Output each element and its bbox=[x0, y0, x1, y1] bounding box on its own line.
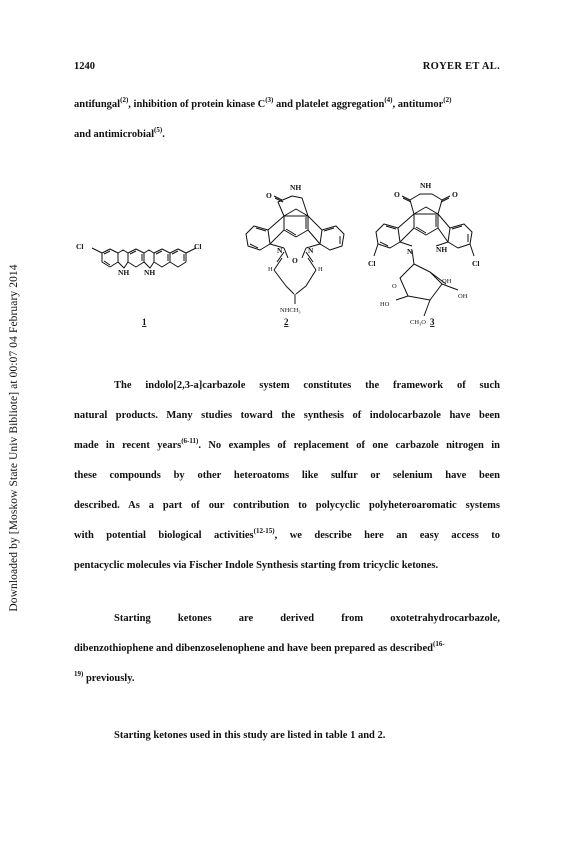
intro-text-pkc: , inhibition of protein kinase C bbox=[128, 99, 266, 110]
cmpd3-ho: HO bbox=[380, 301, 390, 308]
intro-line-1 bbox=[74, 98, 500, 111]
cmpd3-ch3o: CH₃O bbox=[410, 319, 426, 326]
cmpd3-o-left: O bbox=[394, 190, 400, 199]
citation-ref: (6-11) bbox=[181, 437, 199, 445]
cmpd2-bridge-o: O bbox=[292, 256, 298, 265]
cmpd3-ring-o: O bbox=[392, 283, 397, 290]
intro-text-antifungal: antifungal bbox=[74, 99, 121, 110]
cmpd3-n: N bbox=[407, 247, 413, 256]
compound-3-number: 3 bbox=[430, 317, 435, 327]
p1-line-4: these compounds by other heteroatoms like sulfur or selenium have been bbox=[74, 470, 500, 481]
cmpd1-cl-right: Cl bbox=[194, 242, 202, 251]
p1-line-5: described. As a part of our contribution to polycyclic polyheteroaromatic systems bbox=[74, 500, 500, 511]
cmpd3-nh-indole: NH bbox=[436, 245, 448, 254]
p2-line-2 bbox=[74, 642, 500, 655]
cmpd2-carbonyl-o: O bbox=[266, 191, 272, 200]
intro-text-antitumor: , antitumor bbox=[392, 99, 444, 110]
intro-text-period: . bbox=[162, 129, 165, 140]
p1-line-6 bbox=[74, 529, 500, 542]
compound-1-number: 1 bbox=[142, 317, 147, 327]
cmpd3-oh-right: OH bbox=[458, 293, 468, 300]
compound-1-structure bbox=[92, 248, 196, 268]
p2-line-3-text: previously. bbox=[83, 673, 135, 684]
cmpd2-h-right: H bbox=[318, 266, 323, 273]
citation-ref: (12-15) bbox=[253, 527, 275, 535]
p1-line-6-text-b: , we describe here an easy access to bbox=[274, 530, 501, 541]
p1-line-7: pentacyclic molecules via Fischer Indole Synthesis starting from tricyclic ketones. bbox=[74, 560, 439, 571]
citation-ref: (2) bbox=[120, 96, 129, 104]
download-watermark bbox=[2, 238, 26, 638]
cmpd3-nh: NH bbox=[420, 181, 432, 190]
p1-line-1: The indolo[2,3-a]carbazole system constitutes the framework of such bbox=[114, 380, 500, 391]
citation-ref: (3) bbox=[265, 96, 274, 104]
cmpd3-oh-top: OH bbox=[442, 278, 452, 285]
cmpd3-o-right: O bbox=[452, 190, 458, 199]
p3-line-1: Starting ketones used in this study are listed in table 1 and 2. bbox=[114, 730, 386, 741]
paragraph-2 bbox=[74, 612, 500, 685]
running-head: ROYER ET AL. bbox=[422, 61, 500, 72]
cmpd1-cl-left: Cl bbox=[76, 242, 84, 251]
citation-ref: 19) bbox=[74, 670, 84, 678]
intro-text-platelet: and platelet aggregation bbox=[273, 99, 385, 110]
compound-2-number: 2 bbox=[284, 317, 289, 327]
cmpd1-nh-left: NH bbox=[118, 268, 130, 277]
p1-line-3 bbox=[74, 439, 500, 452]
cmpd2-n-left: N bbox=[277, 246, 283, 255]
cmpd3-cl-left: Cl bbox=[368, 259, 376, 268]
p1-line-2: natural products. Many studies toward the synthesis of indolocarbazole have been bbox=[74, 410, 500, 421]
p2-line-1: Starting ketones are derived from oxotetrahydrocarbazole, bbox=[114, 613, 500, 624]
citation-ref: (2) bbox=[443, 96, 452, 104]
chemical-structures-figure bbox=[74, 176, 504, 344]
paragraph-1 bbox=[74, 379, 500, 572]
structures-drawing bbox=[74, 176, 504, 344]
cmpd2-amine: NHCH₃ bbox=[280, 307, 301, 314]
citation-ref: (4) bbox=[384, 96, 393, 104]
cmpd3-cl-right: Cl bbox=[472, 259, 480, 268]
cmpd2-h-left: H bbox=[268, 266, 273, 273]
p1-line-6-text-a: with potential biological activities bbox=[74, 530, 254, 541]
citation-ref: (16- bbox=[433, 640, 445, 648]
intro-text bbox=[74, 98, 500, 141]
paragraph-3 bbox=[74, 729, 500, 742]
citation-ref: (5) bbox=[154, 126, 163, 134]
download-watermark-text: Downloaded by [Moskow State Univ Bibliote] at 00:07 04 February 2014 bbox=[8, 264, 20, 612]
intro-line-2 bbox=[74, 128, 500, 141]
cmpd2-n-right: N bbox=[308, 246, 314, 255]
cmpd2-nh: NH bbox=[290, 183, 302, 192]
p2-line-3 bbox=[74, 672, 500, 685]
cmpd1-nh-right: NH bbox=[144, 268, 156, 277]
p2-line-2-text: dibenzothiophene and dibenzoselenophene and have been prepared as described bbox=[74, 643, 433, 654]
p1-line-3-text-b: . No examples of replacement of one carbazole nitrogen in bbox=[198, 440, 500, 451]
page-number: 1240 bbox=[74, 61, 95, 72]
compound-2-structure bbox=[246, 196, 344, 304]
intro-text-antimicrobial: and antimicrobial bbox=[74, 129, 155, 140]
p1-line-3-text-a: made in recent years bbox=[74, 440, 182, 451]
